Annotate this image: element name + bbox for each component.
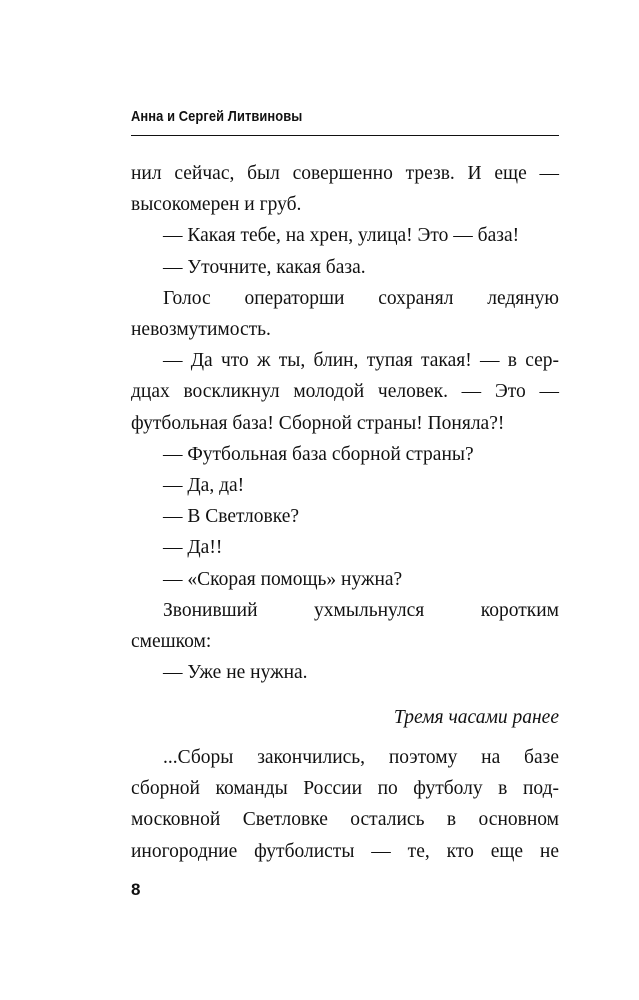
page-number: 8 xyxy=(131,880,141,899)
dialogue-line: — Да!! xyxy=(163,537,223,559)
text-line: нил сейчас, был совершенно трезв. И еще — xyxy=(131,163,559,184)
text-line: дцах воскликнул молодой человек. — Это — xyxy=(131,381,559,403)
header-rule xyxy=(131,135,559,136)
dialogue-line: — Какая тебе, на хрен, улица! Это — база! xyxy=(163,225,520,247)
body-text xyxy=(131,158,559,688)
dialogue-line: — «Скорая помощь» нужна? xyxy=(163,568,403,590)
text-line: Звонивший ухмыльнулся коротким xyxy=(163,599,559,621)
text-line: смешком: xyxy=(131,631,212,653)
dialogue-line: — Уточните, какая база. xyxy=(163,256,366,278)
body-text-section-2 xyxy=(131,742,559,867)
dialogue-line: — Да, да! xyxy=(163,475,245,497)
dialogue-line: — Футбольная база сборной страны? xyxy=(163,443,474,465)
text-line: московной Светловке остались в основном xyxy=(131,809,559,831)
section-subheading: Тремя часами ранее xyxy=(393,707,559,728)
dialogue-line: — Да что ж ты, блин, тупая такая! — в сер- xyxy=(163,350,559,372)
text-line: ...Сборы закончились, поэтому на базе xyxy=(163,747,559,768)
text-line: иногородние футболисты — те, кто еще не xyxy=(131,840,559,862)
running-head: Анна и Сергей Литвиновы xyxy=(131,108,303,125)
text-line: невозмутимость. xyxy=(131,319,271,341)
text-line: сборной команды России по футболу в под- xyxy=(131,778,559,800)
text-line: Голос операторши сохранял ледяную xyxy=(163,287,559,309)
text-line: высокомерен и груб. xyxy=(131,194,302,216)
text-line: футбольная база! Сборной страны! Поняла?! xyxy=(131,412,505,434)
dialogue-line: — В Светловке? xyxy=(163,506,300,528)
dialogue-line: — Уже не нужна. xyxy=(163,662,308,684)
